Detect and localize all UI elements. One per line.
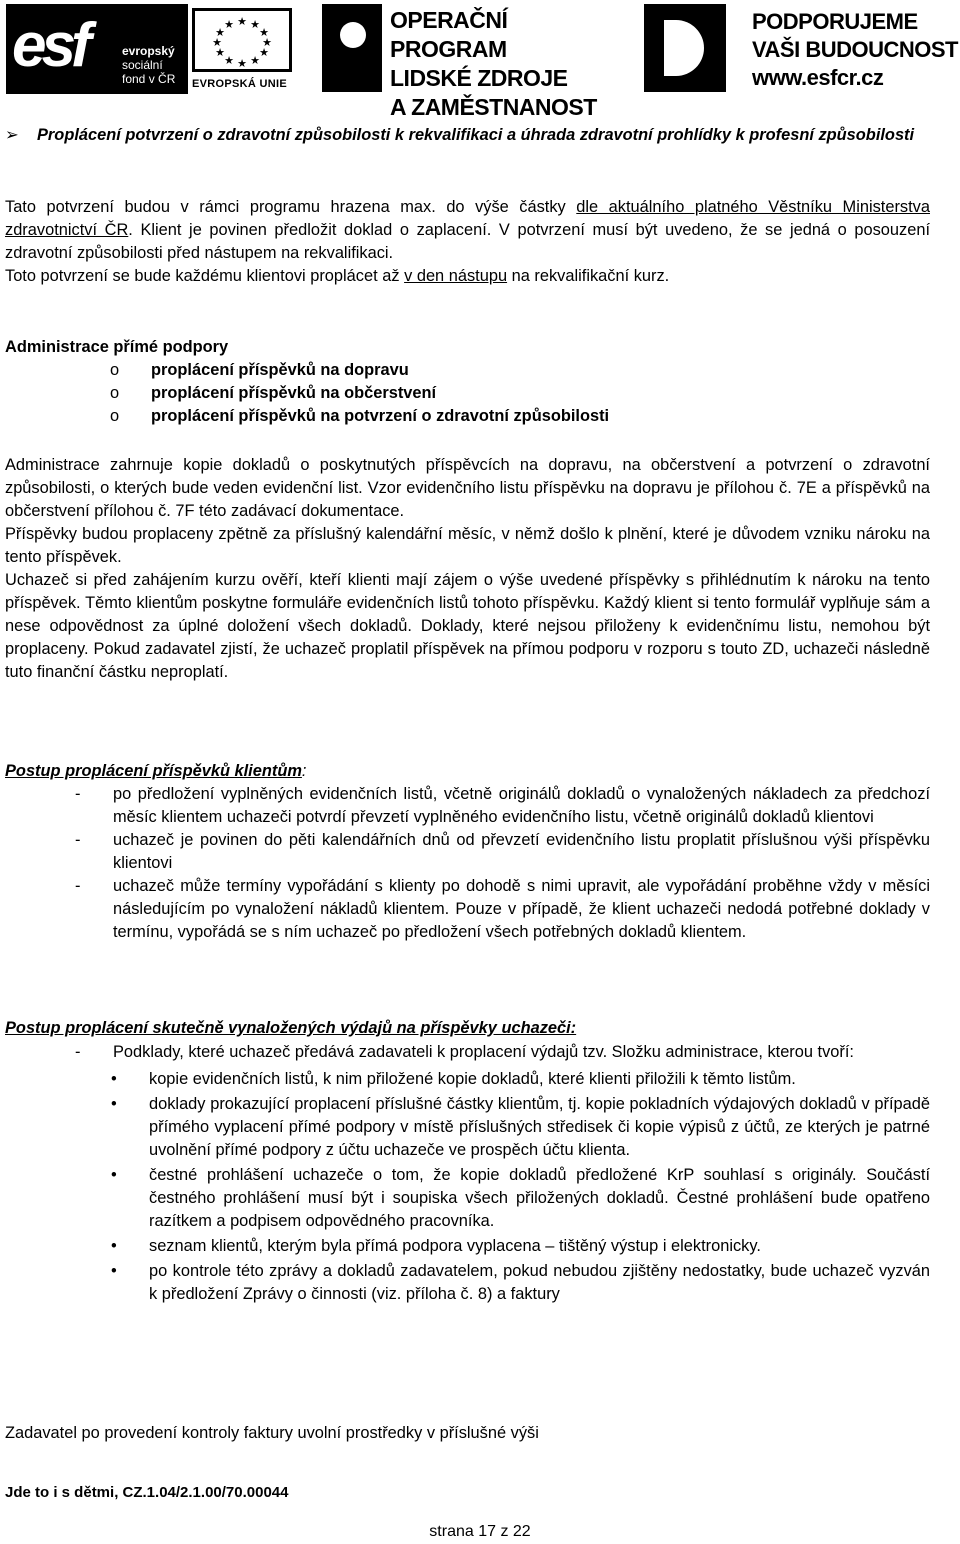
dot-bullet-icon: •: [111, 1262, 117, 1280]
svg-text:★: ★: [212, 37, 222, 49]
section-heading: Administrace přímé podpory: [5, 338, 229, 356]
list-item-text: proplácení příspěvků na občerstvení: [151, 384, 437, 402]
documents-list: [5, 1068, 930, 1306]
list-item: [5, 1093, 930, 1162]
dot-bullet-icon: •: [111, 1166, 117, 1184]
op-line2: LIDSKÉ ZDROJE: [390, 65, 568, 91]
esf-line3: fond v ČR: [122, 72, 176, 86]
section-heading: Postup proplácení skutečně vynaložených výdajů na příspěvky uchazeči:: [5, 1019, 577, 1037]
svg-text:★: ★: [262, 37, 272, 49]
section3-list-wrap: [5, 783, 930, 944]
svg-text:★: ★: [215, 47, 225, 59]
dash-bullet-icon: -: [75, 877, 81, 895]
section1-paragraph: [5, 196, 930, 288]
paragraph: Zadavatel po provedení kontroly faktury uvolní prostředky v příslušné výši: [5, 1424, 539, 1442]
footer-project: Jde to i s dětmi, CZ.1.04/2.1.00/70.00044: [5, 1484, 289, 1501]
list-item-text: po kontrole této zprávy a dokladů zadavatelem, pokud nebudou zjištěny nedostatky, bude uchazeč vyzván k předložení Zprávy o činnosti (viz. příloha č. 8) a faktury: [149, 1262, 930, 1303]
list-item-text: po předložení vyplněných evidenčních listů, včetně originálů dokladů o vynaložených nákladech za předchozí měsíc klientem uchazeči potvrdí převzetí vyplněného evidenčního listu, včetně originálů dokladů klientovi: [113, 785, 930, 826]
esf-logo-mark: esf: [12, 11, 87, 80]
op-logo-text: [390, 6, 622, 122]
list-item-text: doklady prokazující proplacení příslušné částky klientům, tj. kopie pokladních výdajových dokladů v případě přímého vyplacení přímé podpory v místě příslušných středisek či kopie výpisů z účtů, ze kterých je patrné uvolnění přímé podpory z účtu uchazeče ve prospěch účtu klienta.: [149, 1095, 930, 1159]
esf-line1: evropský: [122, 44, 175, 58]
svg-text:★: ★: [224, 55, 234, 67]
svg-text:★: ★: [224, 19, 234, 31]
paragraph: Uchazeč si před zahájením kurzu ověří, kteří klienti mají zájem o výše uvedené příspěvky s přihlédnutím k nároku na tento příspěvek. Těmto klientům poskytne formuláře evidenčních listů tohoto příspěvku. Každý klient si tento formulář vyplňuje sám a nese odpovědnost za úplné doložení všech dokladů. Doklady, které nejsou přiloženy k evidenčnímu listu, nemohou být proplaceny. Pokud zadavatel zjistí, že uchazeč proplatil příspěvek na přímou podporu v rozporu s touto ZD, uchazeči následně tuto finanční částku neproplatí.: [5, 571, 930, 681]
paragraph: Příspěvky budou proplaceny zpětně za příslušný kalendářní měsíc, v němž došlo k plnění, které je důvodem vzniku nároku na tento příspěvek.: [5, 525, 930, 566]
dash-bullet-icon: -: [75, 831, 81, 849]
dot-bullet-icon: •: [111, 1095, 117, 1113]
dot-bullet-icon: •: [111, 1070, 117, 1088]
list-item-text: proplácení příspěvků na potvrzení o zdravotní způsobilosti: [151, 407, 610, 425]
arrow-bullet-icon: ➢: [5, 126, 19, 144]
list-item: [5, 1260, 930, 1306]
list-item: [5, 382, 930, 405]
text-run: Toto potvrzení se bude každému klientovi proplácet až: [5, 267, 405, 285]
support-type-list: [5, 359, 930, 428]
text-run: Tato potvrzení budou v rámci programu hrazena max. do výše částky: [5, 198, 577, 216]
section-postup-klientum: [5, 760, 930, 783]
list-item: [5, 783, 930, 829]
esf-logo: [6, 4, 194, 94]
section-administrace: [5, 336, 930, 428]
section-heading: [5, 124, 930, 147]
section4-body: [5, 1041, 930, 1308]
paragraph: [5, 265, 930, 288]
svg-text:★: ★: [215, 27, 225, 39]
op-line3: A ZAMĚSTNANOST: [390, 94, 597, 120]
paragraph: [5, 196, 930, 265]
list-item: [5, 359, 930, 382]
dash-bullet-icon: -: [75, 785, 81, 803]
heading-text: Postup proplácení příspěvků klientům: [5, 762, 302, 780]
list-item-text: proplácení příspěvků na dopravu: [151, 361, 409, 379]
header-logos: [0, 0, 960, 120]
eu-flag-icon: [192, 8, 292, 72]
closing-paragraph: [5, 1422, 930, 1445]
circle-bullet-icon: o: [110, 407, 120, 425]
svg-text:★: ★: [237, 58, 247, 69]
heading-colon: :: [301, 762, 307, 780]
dot-bullet-icon: •: [111, 1237, 117, 1255]
list-item-text: seznam klientů, kterým byla přímá podpora vyplacena – tištěný výstup i elektronicky.: [149, 1237, 761, 1255]
section-heading: [5, 760, 930, 783]
esf-logo-text: [122, 44, 175, 86]
list-item-text: uchazeč může termíny vypořádání s klienty po dohodě s nimi upravit, ale vypořádání proběhne vždy v měsíci následujícím po vynaložení nákladů klientem. Pouze v případě, že klient uchazeči nedodá potřebné doklady v termínu, vypořádá se s ním uchazeč po předložení všech potřebných dokladů klientem.: [113, 877, 930, 941]
list-item: [5, 829, 930, 875]
podporujeme-logo-text: [752, 8, 958, 92]
dash-bullet-icon: -: [75, 1043, 81, 1061]
circle-bullet-icon: o: [110, 384, 120, 402]
list-item: [5, 875, 930, 944]
podporujeme-logo: [640, 4, 960, 94]
section-postup-uchazeci: [5, 1017, 930, 1040]
list-item: [5, 1041, 930, 1064]
section2-paragraphs: [5, 454, 930, 684]
svg-text:★: ★: [237, 16, 247, 28]
list-item-text: Podklady, které uchazeč předává zadavateli k proplacení výdajů tzv. Složku administrace, kterou tvoří:: [113, 1043, 854, 1061]
list-item-text: uchazeč je povinen do pěti kalendářních dnů od převzetí evidenčního listu proplatit příslušnou výši příspěvku klientovi: [113, 831, 930, 872]
list-item: [5, 405, 930, 428]
op-line1: OPERAČNÍ PROGRAM: [390, 7, 508, 62]
pv-line2: VAŠI BUDOUCNOST: [752, 37, 958, 62]
op-logo: [322, 4, 622, 120]
text-run: . Klient je povinen předložit doklad o zaplacení. V potvrzení musí být uvedeno, že se jedná o posouzení zdravotní způsobilosti před nástupem na rekvalifikaci.: [5, 221, 931, 262]
text-run: na rekvalifikační kurz.: [507, 267, 670, 285]
svg-text:★: ★: [250, 55, 260, 67]
section-zdravotni-zpusobilost: [5, 124, 930, 147]
list-item: [5, 1068, 930, 1091]
circle-bullet-icon: o: [110, 361, 120, 379]
eu-logo: [188, 4, 300, 94]
pv-line3: www.esfcr.cz: [752, 65, 884, 90]
pv-line1: PODPORUJEME: [752, 9, 918, 34]
page-number: strana 17 z 22: [429, 1523, 531, 1540]
list-item-text: kopie evidenčních listů, k nim přiložené kopie dokladů, které klienti přiložili k těmto listům.: [149, 1070, 796, 1088]
esf-line2: sociální: [122, 58, 163, 72]
underlined-text: dle aktuálního platného Věstníku Ministerstva zdravotnictví ČR: [5, 198, 930, 239]
administration-list: [5, 1041, 930, 1064]
op-logo-icon: [322, 4, 382, 92]
list-item: [5, 1235, 930, 1258]
payment-steps-list: [5, 783, 930, 944]
eu-label: EVROPSKÁ UNIE: [192, 78, 287, 90]
svg-text:★: ★: [250, 19, 260, 31]
svg-text:★: ★: [259, 27, 269, 39]
underlined-text: v den nástupu: [404, 267, 508, 285]
heading-text: Proplácení potvrzení o zdravotní způsobilosti k rekvalifikaci a úhrada zdravotní prohlídky k profesní způsobilosti: [37, 126, 915, 144]
list-item: [5, 1164, 930, 1233]
list-item-text: čestné prohlášení uchazeče o tom, že kopie dokladů předložené KrP souhlasí s originály. Součástí čestného prohlášení musí být i soupiska všech přiložených dokladů. Čestné prohlášení bude opatřeno razítkem a podpisem odpovědného pracovníka.: [149, 1166, 930, 1230]
paragraph: Administrace zahrnuje kopie dokladů o poskytnutých příspěvcích na dopravu, na občerstvení a potvrzení o zdravotní způsobilosti, o kterých bude veden evidenční list. Vzor evidenčního listu příspěvku na dopravu je přílohou č. 7E a příspěvků na občerstvení přílohou č. 7F této zadávací dokumentace.: [5, 456, 930, 520]
svg-text:★: ★: [259, 47, 269, 59]
podporujeme-logo-icon: [644, 4, 726, 92]
